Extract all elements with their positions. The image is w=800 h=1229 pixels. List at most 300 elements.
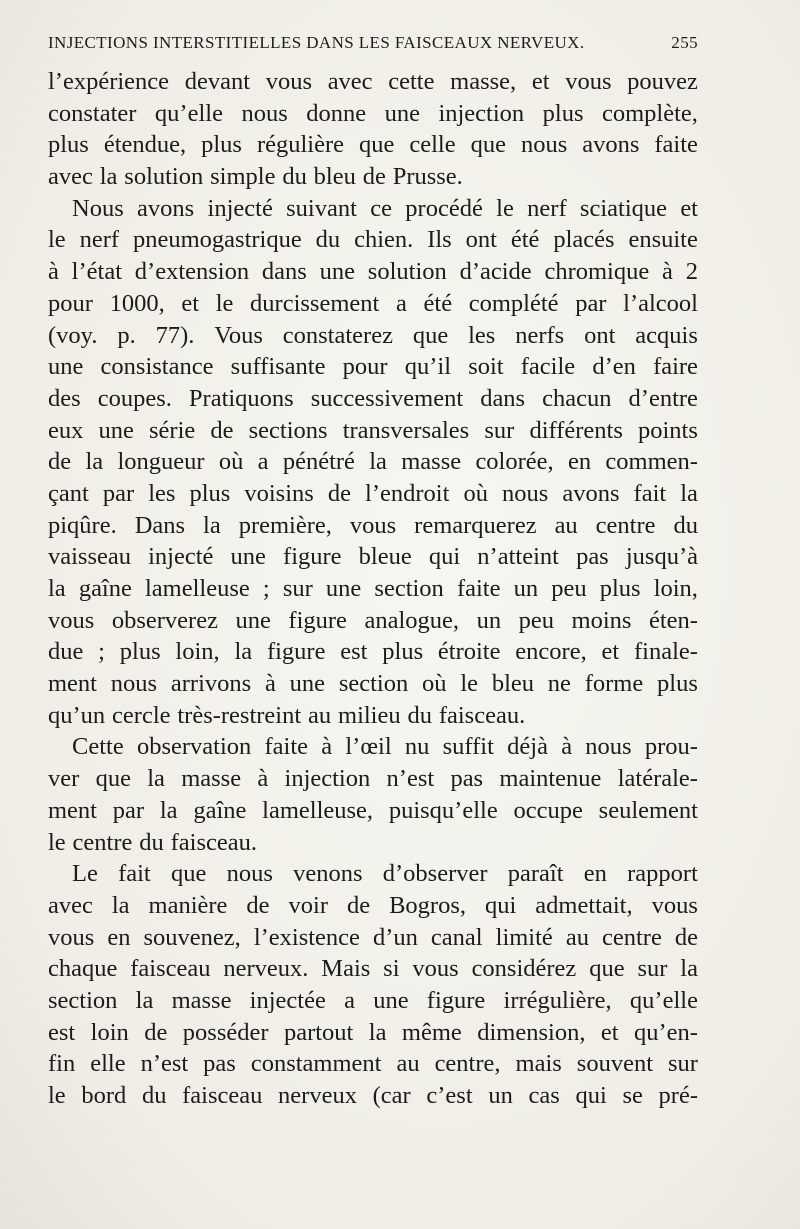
word: une [289,670,326,698]
word: le [48,1082,66,1109]
word: moins [571,606,632,634]
word: injection [284,765,371,793]
word: la [147,765,165,793]
word: l’existence [253,923,360,951]
word: une [230,543,266,571]
word: que [95,765,131,793]
word: limité [495,923,553,951]
word: la [369,448,387,476]
word: centre [72,828,133,856]
word: du [673,511,698,539]
word: prou- [644,733,698,761]
word: d’entre [628,384,698,412]
word: pouvez [627,68,698,95]
word: le [48,226,66,254]
text-line [48,700,698,732]
text-line [48,541,698,573]
word: (car [372,1082,411,1109]
text-line [48,605,698,637]
word: ce [370,194,392,222]
word: avons [137,194,195,222]
word: faisceau. [438,701,526,729]
word: masse [171,986,232,1014]
word: nerf [79,226,120,254]
word: qu’il [404,353,452,381]
word: simple [210,163,276,191]
word: cas [528,1082,560,1109]
word: plus [657,670,698,698]
body-text [48,66,698,1112]
text-line [48,890,698,922]
word: chien. [354,226,414,254]
text-line [48,1017,698,1049]
word: n’est [140,1050,189,1078]
word: gaîne [78,575,132,602]
word: même [401,1018,462,1046]
word: bleu [313,163,356,191]
word: la [48,575,66,602]
word: suffit [442,733,494,761]
word: faite [654,131,698,159]
word: un [513,575,539,602]
word: vous [48,923,95,951]
word: arrivons [170,670,252,698]
word: d’en [592,353,636,381]
word: avec [327,68,373,95]
word: figure [288,606,347,634]
text-line [48,383,698,415]
word: canal [430,923,483,951]
text-line [48,415,698,447]
word: injecté [207,194,273,222]
word: pour [342,353,388,381]
word: mais [515,1050,562,1078]
word: et [531,68,550,95]
word: bleue [358,543,412,571]
word: elle [90,1050,126,1078]
word: nous [520,131,568,159]
word: nous [585,733,632,761]
word: Le [72,860,98,888]
word: une [325,575,362,602]
word: injecté [148,543,214,571]
word: en [567,448,592,476]
word: observerez [111,606,218,634]
word: de [48,448,72,476]
word: une [235,606,271,634]
word: voisins [244,479,314,507]
word: considérez [471,955,577,983]
word: milieu [338,701,401,729]
word: irrégulière, [503,986,612,1014]
word: 1000, [109,289,165,317]
word: nous [241,99,288,127]
text-line [48,922,698,954]
word: qu’elle [629,986,698,1014]
word: centre, [434,1050,501,1078]
word: cercle [112,701,171,729]
word: lamelleuse [145,575,250,602]
word: loin, [653,575,698,602]
word: l’alcool [623,289,698,317]
word: chromique [544,258,650,286]
text-line [48,858,698,890]
word: la [680,955,698,983]
text-line [48,1080,698,1112]
word: occupe [513,796,583,824]
word: au [565,923,589,951]
word: Ils [427,226,452,254]
word: n’atteint [477,543,559,571]
word: au [396,1050,420,1078]
word: Cette [72,733,124,761]
word: suivant [286,194,357,222]
text-line [48,256,698,288]
word: nous [110,670,158,698]
word: vous [48,606,95,634]
word: l’endroit [365,479,450,507]
word: été [510,226,540,254]
word: vous [265,68,313,95]
word: faire [653,353,698,381]
word: dans [261,258,307,286]
word: masse [401,448,462,476]
word: se [622,1082,643,1109]
word: plus [189,479,231,507]
word: Dans [134,511,186,539]
word: est [340,638,368,666]
word: observation [136,733,252,761]
word: pas [576,543,609,571]
text-line [48,731,698,763]
word: la [680,479,698,507]
word: du [315,226,341,254]
word: 77). [155,321,195,349]
running-title: INJECTIONS INTERSTITIELLES DANS LES FAISCEAUX NERVEUX. [48,33,585,52]
word: et [600,1018,619,1046]
word: une [319,258,355,286]
word: une [373,986,409,1014]
word: peu [551,575,587,602]
word: sciatique [579,194,667,222]
word: à [662,258,673,286]
word: d’extension [134,258,250,286]
text-line [48,985,698,1017]
word: a [395,289,407,317]
text-line [48,161,698,193]
word: suffisante [230,353,326,381]
word: en [107,923,131,951]
word: complète, [601,99,698,127]
word: pour [48,289,93,317]
word: donne [306,99,367,127]
word: vous [349,511,397,539]
word: finale- [633,638,698,666]
word: chacun [542,384,612,412]
word: une [48,353,84,381]
word: posséder [182,1018,269,1046]
word: du [407,701,432,729]
word: que [170,860,207,888]
word: figure [426,986,486,1014]
word: plus [48,131,89,159]
word: qu’un [48,701,106,729]
word: jusqu’à [625,543,698,571]
word: faisceau. [170,828,257,856]
word: et [181,289,200,317]
word: section [338,670,409,698]
word: nu [404,733,430,761]
word: successivement [310,384,464,412]
word: lamelleuse, [262,796,374,824]
word: la [99,163,118,191]
text-line [48,98,698,130]
word: qu’elle [154,99,223,127]
text-line [48,636,698,668]
word: peu [518,606,554,634]
word: avec [48,163,93,191]
word: gaîne [193,796,247,824]
word: la [203,511,221,539]
word: fait [118,860,151,888]
word: manière [148,891,228,919]
word: nous [226,860,273,888]
word: une [384,99,420,127]
word: nerf [527,194,567,222]
word: au [554,511,578,539]
word: devant [184,68,251,95]
word: centre [602,923,662,951]
word: la [368,1018,387,1046]
word: pas [450,765,484,793]
word: injectée [249,986,326,1014]
word: longueur [117,448,205,476]
word: section [48,986,118,1014]
word: étendue, [103,131,187,159]
word: est [48,1018,76,1046]
text-line [48,763,698,795]
word: le [460,670,479,698]
word: qu’en- [634,1018,698,1046]
text-line [48,288,698,320]
text-line [48,224,698,256]
word: pré- [658,1082,698,1109]
word: ment [48,796,97,824]
word: qui [575,1082,607,1109]
word: Prusse. [392,163,463,191]
word: vous [565,68,612,95]
word: piqûre. [48,511,117,539]
word: pneumogastrique [132,226,302,254]
word: a [257,448,269,476]
word: une [98,416,134,444]
word: Mais [321,955,371,983]
word: rapport [627,860,698,888]
text-line [48,351,698,383]
word: points [638,416,698,444]
word: Bogros, [389,891,467,919]
running-header [48,33,698,59]
word: des [48,384,81,412]
word: a [344,986,355,1014]
word: du [141,1082,167,1109]
word: c’est [426,1082,473,1109]
word: régulière [256,131,345,159]
word: admettait, [535,891,633,919]
word: d’un [372,923,418,951]
word: de [346,891,371,919]
word: du [282,163,307,191]
word: où [422,670,447,698]
word: et [680,194,698,222]
word: l’état [71,258,122,286]
text-line [48,953,698,985]
word: dimension, [477,1018,586,1046]
word: faite [264,733,309,761]
word: la [159,796,178,824]
word: Pratiquons [188,384,294,412]
word: de [674,923,698,951]
word: bord [81,1082,127,1109]
word: coupes. [97,384,172,412]
word: figure [283,543,342,571]
word: pénétré [282,448,355,476]
word: que [589,955,625,983]
word: seulement [598,796,698,824]
word: d’acide [459,258,532,286]
word: le [496,194,514,222]
word: sur [282,575,313,602]
word: l’œil [345,733,392,761]
word: par [575,289,607,317]
word: sur [637,955,668,983]
word: ont [465,226,497,254]
word: masse [181,765,242,793]
word: à [48,258,59,286]
word: plus [382,638,424,666]
word: eux [48,416,84,444]
word: ensuite [628,226,698,254]
word: souvenez, [143,923,241,951]
word: Vous [214,321,263,349]
page-number: 255 [671,33,698,52]
word: à [321,733,333,761]
word: qui [485,891,517,919]
word: venons [293,860,363,888]
text-line [48,129,698,161]
text-line [48,478,698,510]
word: ne [547,670,571,698]
word: série [149,416,196,444]
word: acquis [635,321,698,349]
word: colorée, [475,448,554,476]
word: (voy. [48,321,98,349]
word: placés [553,226,615,254]
word: durcissement [250,289,380,317]
word: ment [48,670,97,698]
word: vous [651,891,698,919]
word: avons [562,479,620,507]
word: loin [90,1018,129,1046]
word: de [210,416,234,444]
word: et [601,638,620,666]
word: commen- [605,448,698,476]
word: due [48,638,84,666]
word: n’est [386,765,435,793]
text-line [48,193,698,225]
word: la [85,448,104,476]
word: la [111,891,130,919]
word: ont [584,321,616,349]
word: d’observer [382,860,488,888]
word: encore, [515,638,587,666]
text-line [48,827,698,859]
word: bleu [491,670,534,698]
word: maintenue [499,765,602,793]
word: voir [288,891,328,919]
word: injection [438,99,525,127]
word: ver [48,765,80,793]
word: constater [48,99,137,127]
word: très-restreint [177,701,302,729]
word: transversales [342,416,470,444]
word: ; [98,638,105,666]
word: nerfs [515,321,565,349]
word: à [561,733,573,761]
word: le [215,289,234,317]
word: analogue, [364,606,460,634]
word: par [112,796,145,824]
word: nerveux [278,1082,357,1109]
word: faisceau [182,1082,263,1109]
word: différents [529,416,623,444]
word: la [234,638,253,666]
word: remarquerez [414,511,537,539]
word: éten- [649,606,698,634]
word: vaisseau [48,543,131,571]
text-line [48,1048,698,1080]
word: déjà [507,733,548,761]
word: loin, [175,638,220,666]
word: p. [117,321,136,349]
word: la [135,986,154,1014]
word: partout [283,1018,354,1046]
word: plus [201,131,242,159]
word: sur [484,416,515,444]
word: plus [599,575,641,602]
word: si [383,955,400,983]
word: plus [119,638,161,666]
word: avons [582,131,640,159]
word: étroite [437,638,501,666]
word: première, [238,511,332,539]
word: soit [468,353,504,381]
word: consistance [100,353,214,381]
word: que [359,131,395,159]
word: çant [48,479,89,507]
word: de [327,479,351,507]
word: dans [480,384,526,412]
word: de [246,891,270,919]
word: souvent [576,1050,653,1078]
text-line [48,446,698,478]
word: en [583,860,607,888]
word: fin [48,1050,76,1078]
word: au [308,701,332,729]
word: fait [633,479,667,507]
word: de [362,163,386,191]
word: été [423,289,453,317]
